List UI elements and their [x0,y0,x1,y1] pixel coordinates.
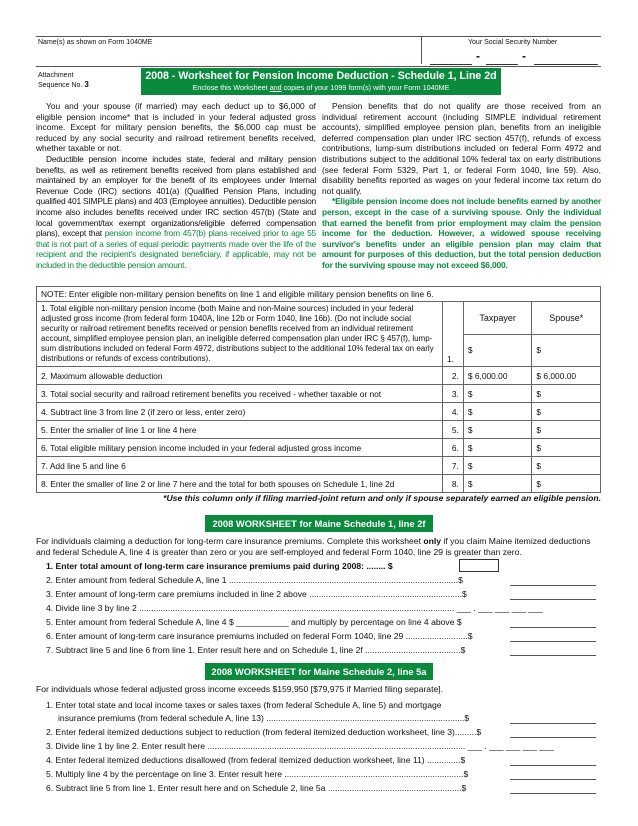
ws3-line2: 2. Enter federal itemized deductions subject to reduction (from federal itemized deduction worksheet, line 3).........$ [46,727,482,737]
ws2-line7-input[interactable] [510,655,596,656]
ws2-banner: 2008 WORKSHEET for Maine Schedule 1, line 2f [205,515,433,532]
ws2-line4: 4. Divide line 3 by line 2 .................................................................................................................................... ___ . ___ ___ ___ ___ [46,603,543,613]
line3-label: 3. Total social security and railroad retirement benefits you received - whether taxable or not [37,385,443,403]
line3-taxpayer[interactable]: $ [463,385,532,403]
line2-spouse: $ 6,000.00 [532,367,601,385]
ws2-line6: 6. Enter amount of long-term care insurance premiums included on federal Form 1040, line 29 ..........................$ [46,631,473,641]
line5-spouse[interactable]: $ [532,421,601,439]
header-bottom-rule [36,66,601,67]
ws3-line5: 5. Multiply line 4 by the percentage on line 3. Enter result here ...........................................................................$ [46,769,469,779]
ws3-line1: 1. Enter total state and local income taxes or sales taxes (from federal Schedule A, line 5) and mortgage [46,700,442,710]
line7-spouse[interactable]: $ [532,457,601,475]
ws2-intro: For individuals claiming a deduction for long-term care insurance premiums. Complete this worksheet only if you claim Maine itemized deductions and federal Schedule A, line 4 is greater than zero or you are self-employed and federal Form 1040, line 29 is greater than zero. [36,536,591,557]
line1-label: 1. Total eligible non-military pension income (both Maine and non-Maine sources) included in your federal adjusted gross income (from federal form 1040A, line 12b or Form 1040, line 16b). (Do not include social security or railroad retirement benefits received or pension benefits received from an individual retirement account, simplified employee pension plan, an ineligible deferred compensation plan under IRC § 457(f), lump-sum distributions included on federal Form 4972, distributions subject to the additional 10% federal tax on early distributions or refunds of excess contributions). [37,302,443,367]
line1-taxpayer[interactable]: $ [463,334,532,367]
line6-taxpayer[interactable]: $ [463,439,532,457]
ws2-line3: 3. Enter amount of long-term care premiums included in line 2 above ................................................................$ [46,589,467,599]
pension-table: NOTE: Enter eligible non-military pension benefits on line 1 and eligible military pension benefits on line 6. 1. Total eligible non-military pension income (both Maine and non-Maine sources) included in your federal adjusted gross income (from federal form 1040A, line 12b or Form 1040, line 16b). (Do not include social security or railroad retirement benefits received or pension benefits received from an individual retirement account, simplified employee pension plan, an ineligible deferred compensation plan under IRC § 457(f), lump-sum distributions included on federal Form 4972, distributions subject to the additional 10% federal tax on early distributions or refunds of excess contributions). 1. Taxpayer Spouse* $ $ 2. Maximum allowable deduction 2. $ 6,000.00 $ 6,000.00 3. Total social security and railroad retirement benefits you received - whether taxable or not 3. $ $ 4. Subtract line 3 from line 2 (if zero or less, enter zero) 4. $ $ 5. Enter the smaller of line 1 or line 4 here 5. $ $ 6. Total eligible military pension income included in your federal adjusted gross income 6. $ $ 7. Add line 5 and line 6 7. $ $ 8. Enter the smaller of line 2 or line 7 here and the total for both spouses on Schedule 1, line 2d 8. $ $ [36,286,601,493]
line4-taxpayer[interactable]: $ [463,403,532,421]
header-top-rule [36,36,601,37]
line1-num: 1. [443,302,464,367]
line4-spouse[interactable]: $ [532,403,601,421]
line4-label: 4. Subtract line 3 from line 2 (if zero or less, enter zero) [37,403,443,421]
name-label: Name(s) as shown on Form 1040ME [38,39,153,46]
ws3-intro: For individuals whose federal adjusted gross income exceeds $159,950 [$79,975 if Married filing separate]. [36,684,444,694]
pension-worksheet-banner: 2008 - Worksheet for Pension Income Deduction - Schedule 1, Line 2d Enclose this Worksheet and copies of your 1099 form(s) with your Form 1040ME [141,68,501,95]
line2-label: 2. Maximum allowable deduction [37,367,443,385]
line8-taxpayer[interactable]: $ [463,475,532,493]
ws2-line2-input[interactable] [510,585,596,586]
ws2-line2: 2. Enter amount from federal Schedule A, line 1 ................................................................................................$ [46,575,463,585]
line7-label: 7. Add line 5 and line 6 [37,457,443,475]
line8-label: 8. Enter the smaller of line 2 or line 7 here and the total for both spouses on Schedule 1, line 2d [37,475,443,493]
line3-spouse[interactable]: $ [532,385,601,403]
table-footnote: *Use this column only if filing married-joint return and only if spouse separately earned an eligible pension. [163,493,601,503]
ws2-line6-input[interactable] [510,641,596,642]
attachment-label: Attachment Sequence No. 3 [38,72,89,89]
ssn-input[interactable]: - - [430,52,600,66]
ws3-line2-input[interactable] [510,737,596,738]
ws2-line1: 1. Enter total amount of long-term care insurance premiums paid during 2008: ........ $ [46,561,393,571]
intro-left-column: You and your spouse (if married) may each deduct up to $6,000 of eligible pension income* that is included in your federal adjusted gross income. Except for military pension benefits, the $6,000 cap must be reduced by any social security and railroad retirement benefits received, whether taxable or not. Deductible pension income includes state, federal and military pension benefits, as well as retirement benefits received from plans established and maintained by an employer for the benefit of its employees under Internal Revenue Code (IRC) sections 401(a) (Qualified Pension Plans, including qualified 401 SIMPLE plans) and 403 (Employee annuities). Deductible pension income also includes benefits received under IRC section 457(b) (State and local government/tax exempt organizations/eligible deferred compensation plans), except that pension income from 457(b) plans received prior to age 55 that is not part of a series of equal periodic payments made over the life of the recipient and the recipient's designated beneficiary, if applicable, may not be included in the deductible pension amount. [36,101,316,270]
line2-taxpayer: $ 6,000.00 [463,367,532,385]
line6-label: 6. Total eligible military pension income included in your federal adjusted gross income [37,439,443,457]
ws2-line7: 7. Subtract line 5 and line 6 from line 1. Enter result here and on Schedule 1, line 2f ........................................$ [46,645,466,655]
line1-spouse[interactable]: $ [532,334,601,367]
ws2-line3-input[interactable] [510,599,596,600]
col-taxpayer: Taxpayer [463,302,532,335]
ws3-line6-input[interactable] [510,793,596,794]
ws3-line6: 6. Subtract line 5 from line 1. Enter result here and on Schedule 2, line 5a ........................................................$ [46,783,467,793]
col-spouse: Spouse* [532,302,601,335]
ws3-line5-input[interactable] [510,779,596,780]
header-divider [421,36,422,64]
table-note: NOTE: Enter eligible non-military pension benefits on line 1 and eligible military pension benefits on line 6. [37,287,601,302]
intro-right-column: Pension benefits that do not qualify are those received from an individual retirement account (including SIMPLE individual retirement accounts), simplified employee pension plan, benefits from an ineligible deferred compensation plan under IRC section 457(f), refunds of excess contributions, lump-sum distributions included on federal Form 4972 and distributions subject to the additional 10% federal tax on early distributions (see federal Form 5329, Part 1, or federal Form 1040, line 59). Also, disability benefits reported as wages on your federal income tax return do not qualify. *Eligible pension income does not include benefits earned by another person, except in the case of a surviving spouse. Only the individual that earned the benefit from prior employment may claim the pension income for the deduction. However, a widowed spouse receiving survivor's benefits under an eligible pension plan may claim that amount for purposes of this deduction, but the total pension deduction for the surviving spouse may not exceed $6,000. [322,101,601,270]
line5-taxpayer[interactable]: $ [463,421,532,439]
line7-taxpayer[interactable]: $ [463,457,532,475]
ws3-line3: 3. Divide line 1 by line 2. Enter result here ............................................................................................................ ___ . ___ ___ ___ ___ [46,741,554,751]
ws2-line1-box[interactable] [459,559,499,572]
ws2-line5: 5. Enter amount from federal Schedule A, line 4 $ ___________ and multiply by percentage on line 4 above $ [46,617,462,627]
line6-spouse[interactable]: $ [532,439,601,457]
ws2-line5-input[interactable] [510,627,596,628]
ssn-label: Your Social Security Number [468,39,558,46]
ws3-line1-input[interactable] [510,723,596,724]
line8-spouse[interactable]: $ [532,475,601,493]
ws3-line4: 4. Enter federal itemized deductions disallowed (from federal itemized deduction worksheet, line 11) ..............$ [46,755,466,765]
ws3-line4-input[interactable] [510,765,596,766]
ws3-banner: 2008 WORKSHEET for Maine Schedule 2, line 5a [205,663,433,680]
ws3-line1-cont: insurance premiums (from federal schedule A, line 13) ...................................................................................$ [58,713,470,723]
line5-label: 5. Enter the smaller of line 1 or line 4 here [37,421,443,439]
